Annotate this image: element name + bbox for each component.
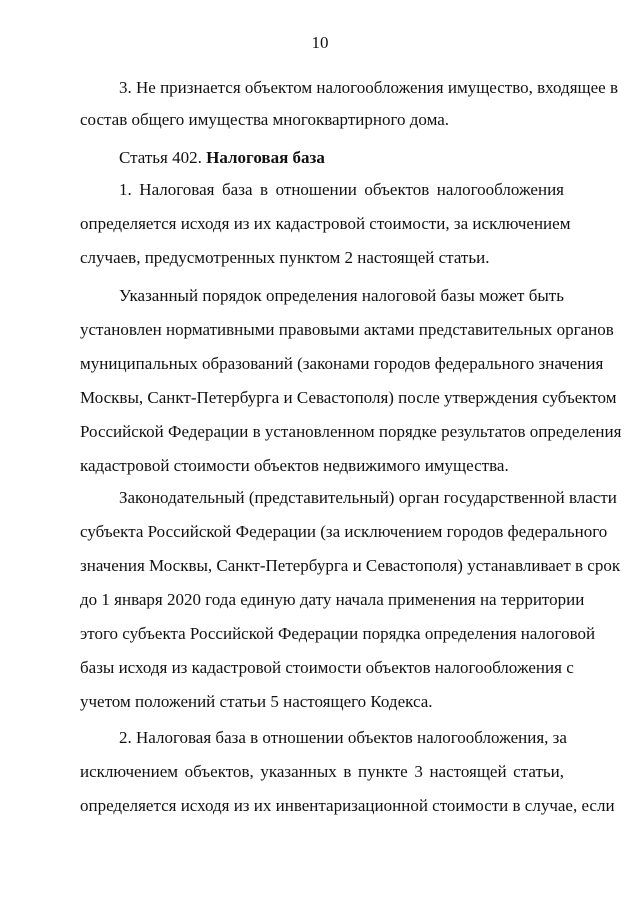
text-line: 1. Налоговая база в отношении объектов налогообложения: [119, 180, 564, 199]
text-line: 2. Налоговая база в отношении объектов налогообложения, за: [119, 728, 567, 747]
text-line: определяется исходя из их кадастровой стоимости, за исключением: [80, 214, 571, 233]
article-title: Налоговая база: [206, 148, 325, 167]
text-line: Москвы, Санкт-Петербурга и Севастополя) после утверждения субъектом: [80, 388, 617, 407]
text-line: Законодательный (представительный) орган государственной власти: [119, 488, 617, 507]
text-line: до 1 января 2020 года единую дату начала применения на территории: [80, 590, 585, 609]
article-number: Статья 402.: [119, 148, 202, 167]
article-heading: [119, 148, 564, 168]
text-line: кадастровой стоимости объектов недвижимого имущества.: [80, 456, 509, 475]
text-line: 3. Не признается объектом налогообложения имущество, входящее в: [119, 78, 618, 97]
text-line: установлен нормативными правовыми актами представительных органов: [80, 320, 614, 339]
text-line: исключением объектов, указанных в пункте 3 настоящей статьи,: [80, 762, 564, 781]
text-line: случаев, предусмотренных пунктом 2 настоящей статьи.: [80, 248, 490, 267]
text-line: значения Москвы, Санкт-Петербурга и Севастополя) устанавливает в срок: [80, 556, 621, 575]
text-line: субъекта Российской Федерации (за исключением городов федерального: [80, 522, 608, 541]
text-line: базы исходя из кадастровой стоимости объектов налогообложения с: [80, 658, 574, 677]
text-line: учетом положений статьи 5 настоящего Кодекса.: [80, 692, 433, 711]
text-line: Российской Федерации в установленном порядке результатов определения: [80, 422, 622, 441]
text-line: состав общего имущества многоквартирного дома.: [80, 110, 450, 129]
text-line: Указанный порядок определения налоговой базы может быть: [119, 286, 564, 305]
text-line: определяется исходя из их инвентаризационной стоимости в случае, если: [80, 796, 615, 815]
text-line: муниципальных образований (законами городов федерального значения: [80, 354, 604, 373]
page-number: 10: [311, 33, 329, 52]
text-line: этого субъекта Российской Федерации порядка определения налоговой: [80, 624, 596, 643]
